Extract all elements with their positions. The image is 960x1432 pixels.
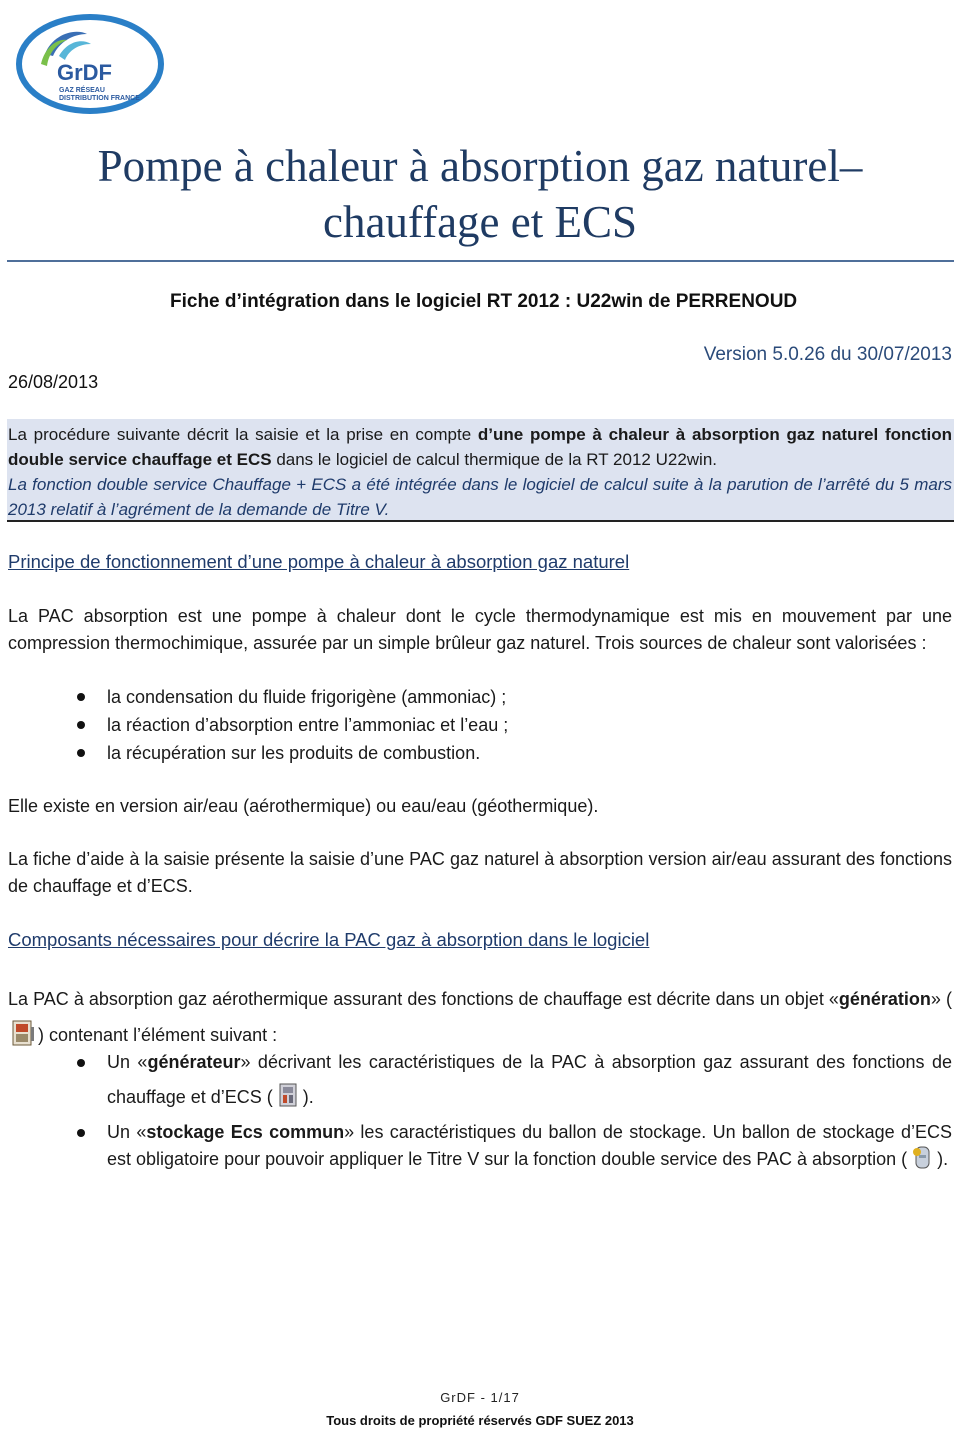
grdf-logo: [15, 14, 165, 114]
list-item: la réaction d’absorption entre l’ammoniac et l’eau ;: [8, 711, 952, 739]
svg-text:GAZ RÉSEAU: GAZ RÉSEAU: [59, 87, 105, 94]
bullet-icon: [77, 749, 85, 757]
intro-paragraph-2: La fonction double service Chauffage + ECS a été intégrée dans le logiciel de calcul suite à la parution de l’arrêté du 5 mars 2013 relatif à l’agrément de la demande de Titre V.: [8, 475, 952, 519]
list-item: la condensation du fluide frigorigène (ammoniac) ;: [8, 683, 952, 711]
principle-paragraph: La PAC absorption est une pompe à chaleur dont le cycle thermodynamique est mis en mouvement par une compression thermochimique, assurée par un simple brûleur gaz naturel. Trois sources de chaleur sont valorisées :: [8, 606, 952, 653]
document-title: [0, 138, 960, 250]
title-divider: [7, 260, 954, 262]
storage-tank-icon: [909, 1143, 935, 1171]
copyright-notice: Tous droits de propriété réservés GDF SUEZ 2013: [326, 1413, 634, 1428]
generator-icon: [275, 1081, 301, 1109]
generation-icon: [10, 1019, 36, 1047]
page-number: GrDF - 1/17: [440, 1390, 520, 1405]
bullet-icon: [77, 721, 85, 729]
title-line-2: chauffage et ECS: [322, 197, 638, 247]
versions-paragraph: Elle existe en version air/eau (aérothermique) ou eau/eau (géothermique).: [8, 796, 599, 816]
version-info: Version 5.0.26 du 30/07/2013: [703, 344, 952, 365]
title-line-1: Pompe à chaleur à absorption gaz naturel–: [97, 141, 863, 191]
bullet-icon: [77, 1059, 85, 1067]
intro-text: [8, 422, 952, 522]
document-date: 26/08/2013: [8, 372, 99, 392]
help-sheet-paragraph: La fiche d’aide à la saisie présente la saisie d’une PAC gaz naturel à absorption version air/eau assurant des fonctions de chauffage et d’ECS.: [8, 849, 952, 896]
document-subtitle: Fiche d’intégration dans le logiciel RT 2012 : U22win de PERRENOUD: [170, 291, 798, 312]
svg-text:GrDF: GrDF: [57, 60, 112, 85]
section-heading-components: Composants nécessaires pour décrire la PAC gaz à absorption dans le logiciel: [8, 929, 650, 950]
intro-paragraph-1: La procédure suivante décrit la saisie et la prise en compte d’une pompe à chaleur à absorption gaz naturel fonction double service chauffage et ECS dans le logiciel de calcul thermique de la RT 2012 U22win.: [8, 425, 952, 469]
bullet-icon: [77, 1129, 85, 1137]
list-item: Un «stockage Ecs commun» les caractéristiques du ballon de stockage. Un ballon de stockage d’ECS est obligatoire pour pouvoir appliquer le Titre V sur la fonction double service des PAC à absorption ( ).: [8, 1119, 952, 1174]
heat-sources-list: [8, 683, 952, 767]
components-paragraph: La PAC à absorption gaz aérothermique assurant des fonctions de chauffage est décrite dans un objet «génération» () contenant l’élément suivant :: [8, 981, 952, 1053]
bullet-icon: [77, 693, 85, 701]
svg-text:DISTRIBUTION FRANCE: DISTRIBUTION FRANCE: [59, 95, 140, 102]
components-list: [8, 1045, 952, 1174]
list-item: la récupération sur les produits de combustion.: [8, 739, 952, 767]
section-heading-principle: Principe de fonctionnement d’une pompe à chaleur à absorption gaz naturel: [8, 551, 630, 572]
list-item: Un «générateur» décrivant les caractéristiques de la PAC à absorption gaz assurant des fonctions de chauffage et d’ECS ( ).: [8, 1045, 952, 1115]
